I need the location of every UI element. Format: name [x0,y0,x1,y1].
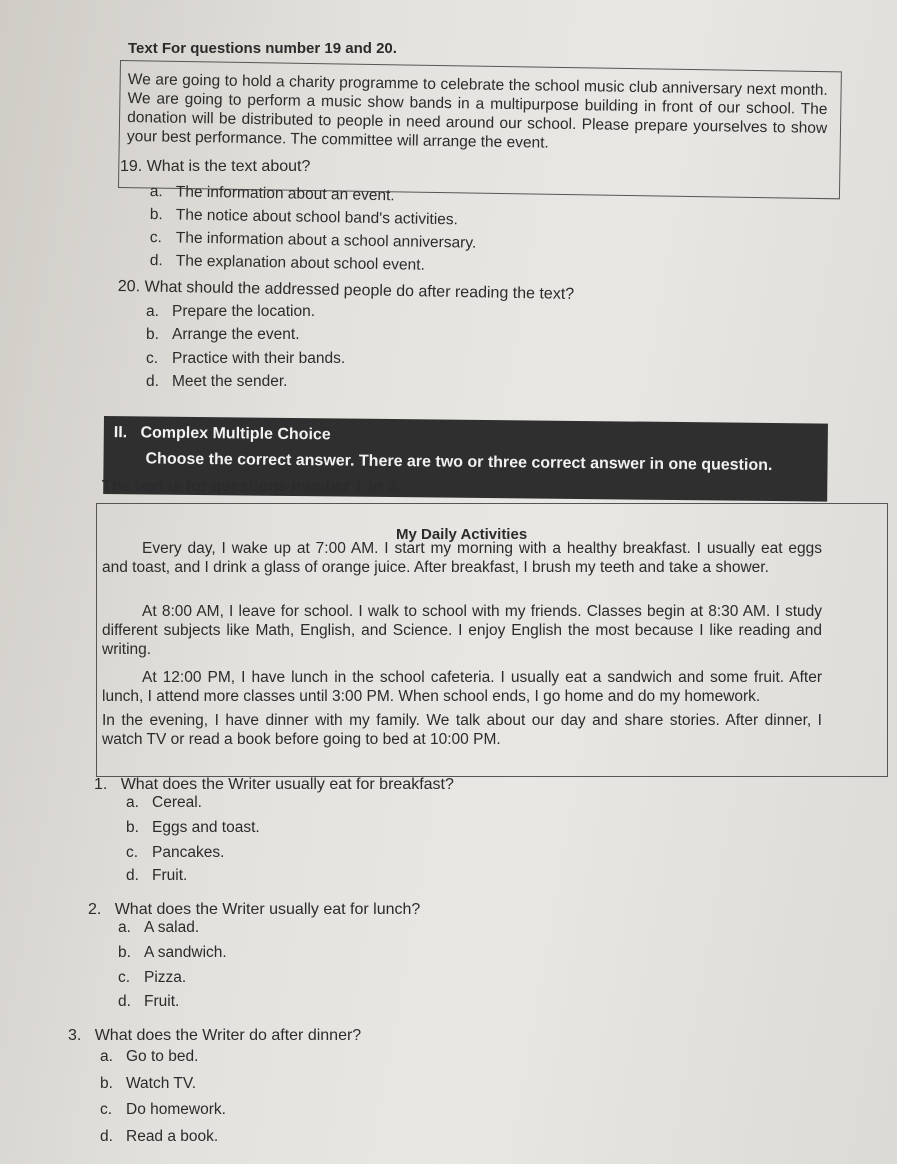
q2-option-b[interactable]: b. A sandwich. [118,944,227,961]
q3-option-c[interactable]: c. Do homework. [100,1101,226,1118]
q3-option-d[interactable]: d. Read a book. [100,1128,219,1145]
q20-option-b[interactable]: b. Arrange the event. [146,326,300,343]
q3-option-a[interactable]: a. Go to bed. [100,1048,199,1065]
q19-option-d[interactable]: d. The explanation about school event. [149,252,426,274]
reading-title: My Daily Activities [396,526,528,543]
q1-option-c[interactable]: c. Pancakes. [126,844,225,861]
question-19: 19. What is the text about? [120,158,311,175]
charity-text [127,70,828,157]
q2-option-d[interactable]: d. Fruit. [118,993,180,1010]
question-20: 20. What should the addressed people do after reading the text? [117,278,575,303]
q3-option-b[interactable]: b. Watch TV. [100,1075,197,1092]
q20-option-a[interactable]: a. Prepare the location. [146,303,316,320]
question-3: 3. What does the Writer do after dinner? [68,1027,362,1044]
section-ii-title: II. Complex Multiple Choice [113,424,331,444]
reading-paragraph-4: In the evening, I have dinner with my family. We talk about our day and share stories. After dinner, I watch TV or read a book before going to bed at 10:00 PM. [102,712,822,748]
text-heading-q1-3: The text is for questions number 1 to 3. [102,478,401,495]
q1-option-a[interactable]: a. Cereal. [126,794,202,811]
q20-option-d[interactable]: d. Meet the sender. [146,373,288,390]
question-1: 1. What does the Writer usually eat for breakfast? [94,776,454,793]
question-2: 2. What does the Writer usually eat for lunch? [88,901,421,918]
q1-option-b[interactable]: b. Eggs and toast. [126,819,260,836]
q19-option-a[interactable]: a. The information about an event. [149,183,395,205]
charity-text-body: We are going to hold a charity programme to celebrate the school music club anniversary next month. We are going to perform a music show bands in a multipurpose building in front of our school. The donation will be distributed to people in need around our school. Please prepare yourselves to show your best performance. The committee will arrange the event. [126,70,828,152]
q2-option-c[interactable]: c. Pizza. [118,969,187,986]
section-ii-instruction: Choose the correct answer. There are two or three correct answer in one question. [145,450,773,475]
reading-paragraph-3: At 12:00 PM, I have lunch in the school cafeteria. I usually eat a sandwich and some fruit. After lunch, I attend more classes until 3:00 PM. When school ends, I go home and do my homework. [102,669,822,705]
q19-option-c[interactable]: c. The information about a school anniversary. [149,229,477,252]
q19-option-b[interactable]: b. The notice about school band's activities. [149,206,459,229]
q2-option-a[interactable]: a. A salad. [118,919,200,936]
reading-paragraph-1: Every day, I wake up at 7:00 AM. I start my morning with a healthy breakfast. I usually eat eggs and toast, and I drink a glass of orange juice. After breakfast, I brush my teeth and take a shower. [102,540,822,576]
q20-option-c[interactable]: c. Practice with their bands. [146,350,346,367]
q1-option-d[interactable]: d. Fruit. [126,867,188,884]
text-heading-q19-20: Text For questions number 19 and 20. [128,40,397,57]
reading-paragraph-2: At 8:00 AM, I leave for school. I walk to school with my friends. Classes begin at 8:30 AM. I study different subjects like Math, English, and Science. I enjoy English the most because I like reading and writing. [102,603,822,658]
